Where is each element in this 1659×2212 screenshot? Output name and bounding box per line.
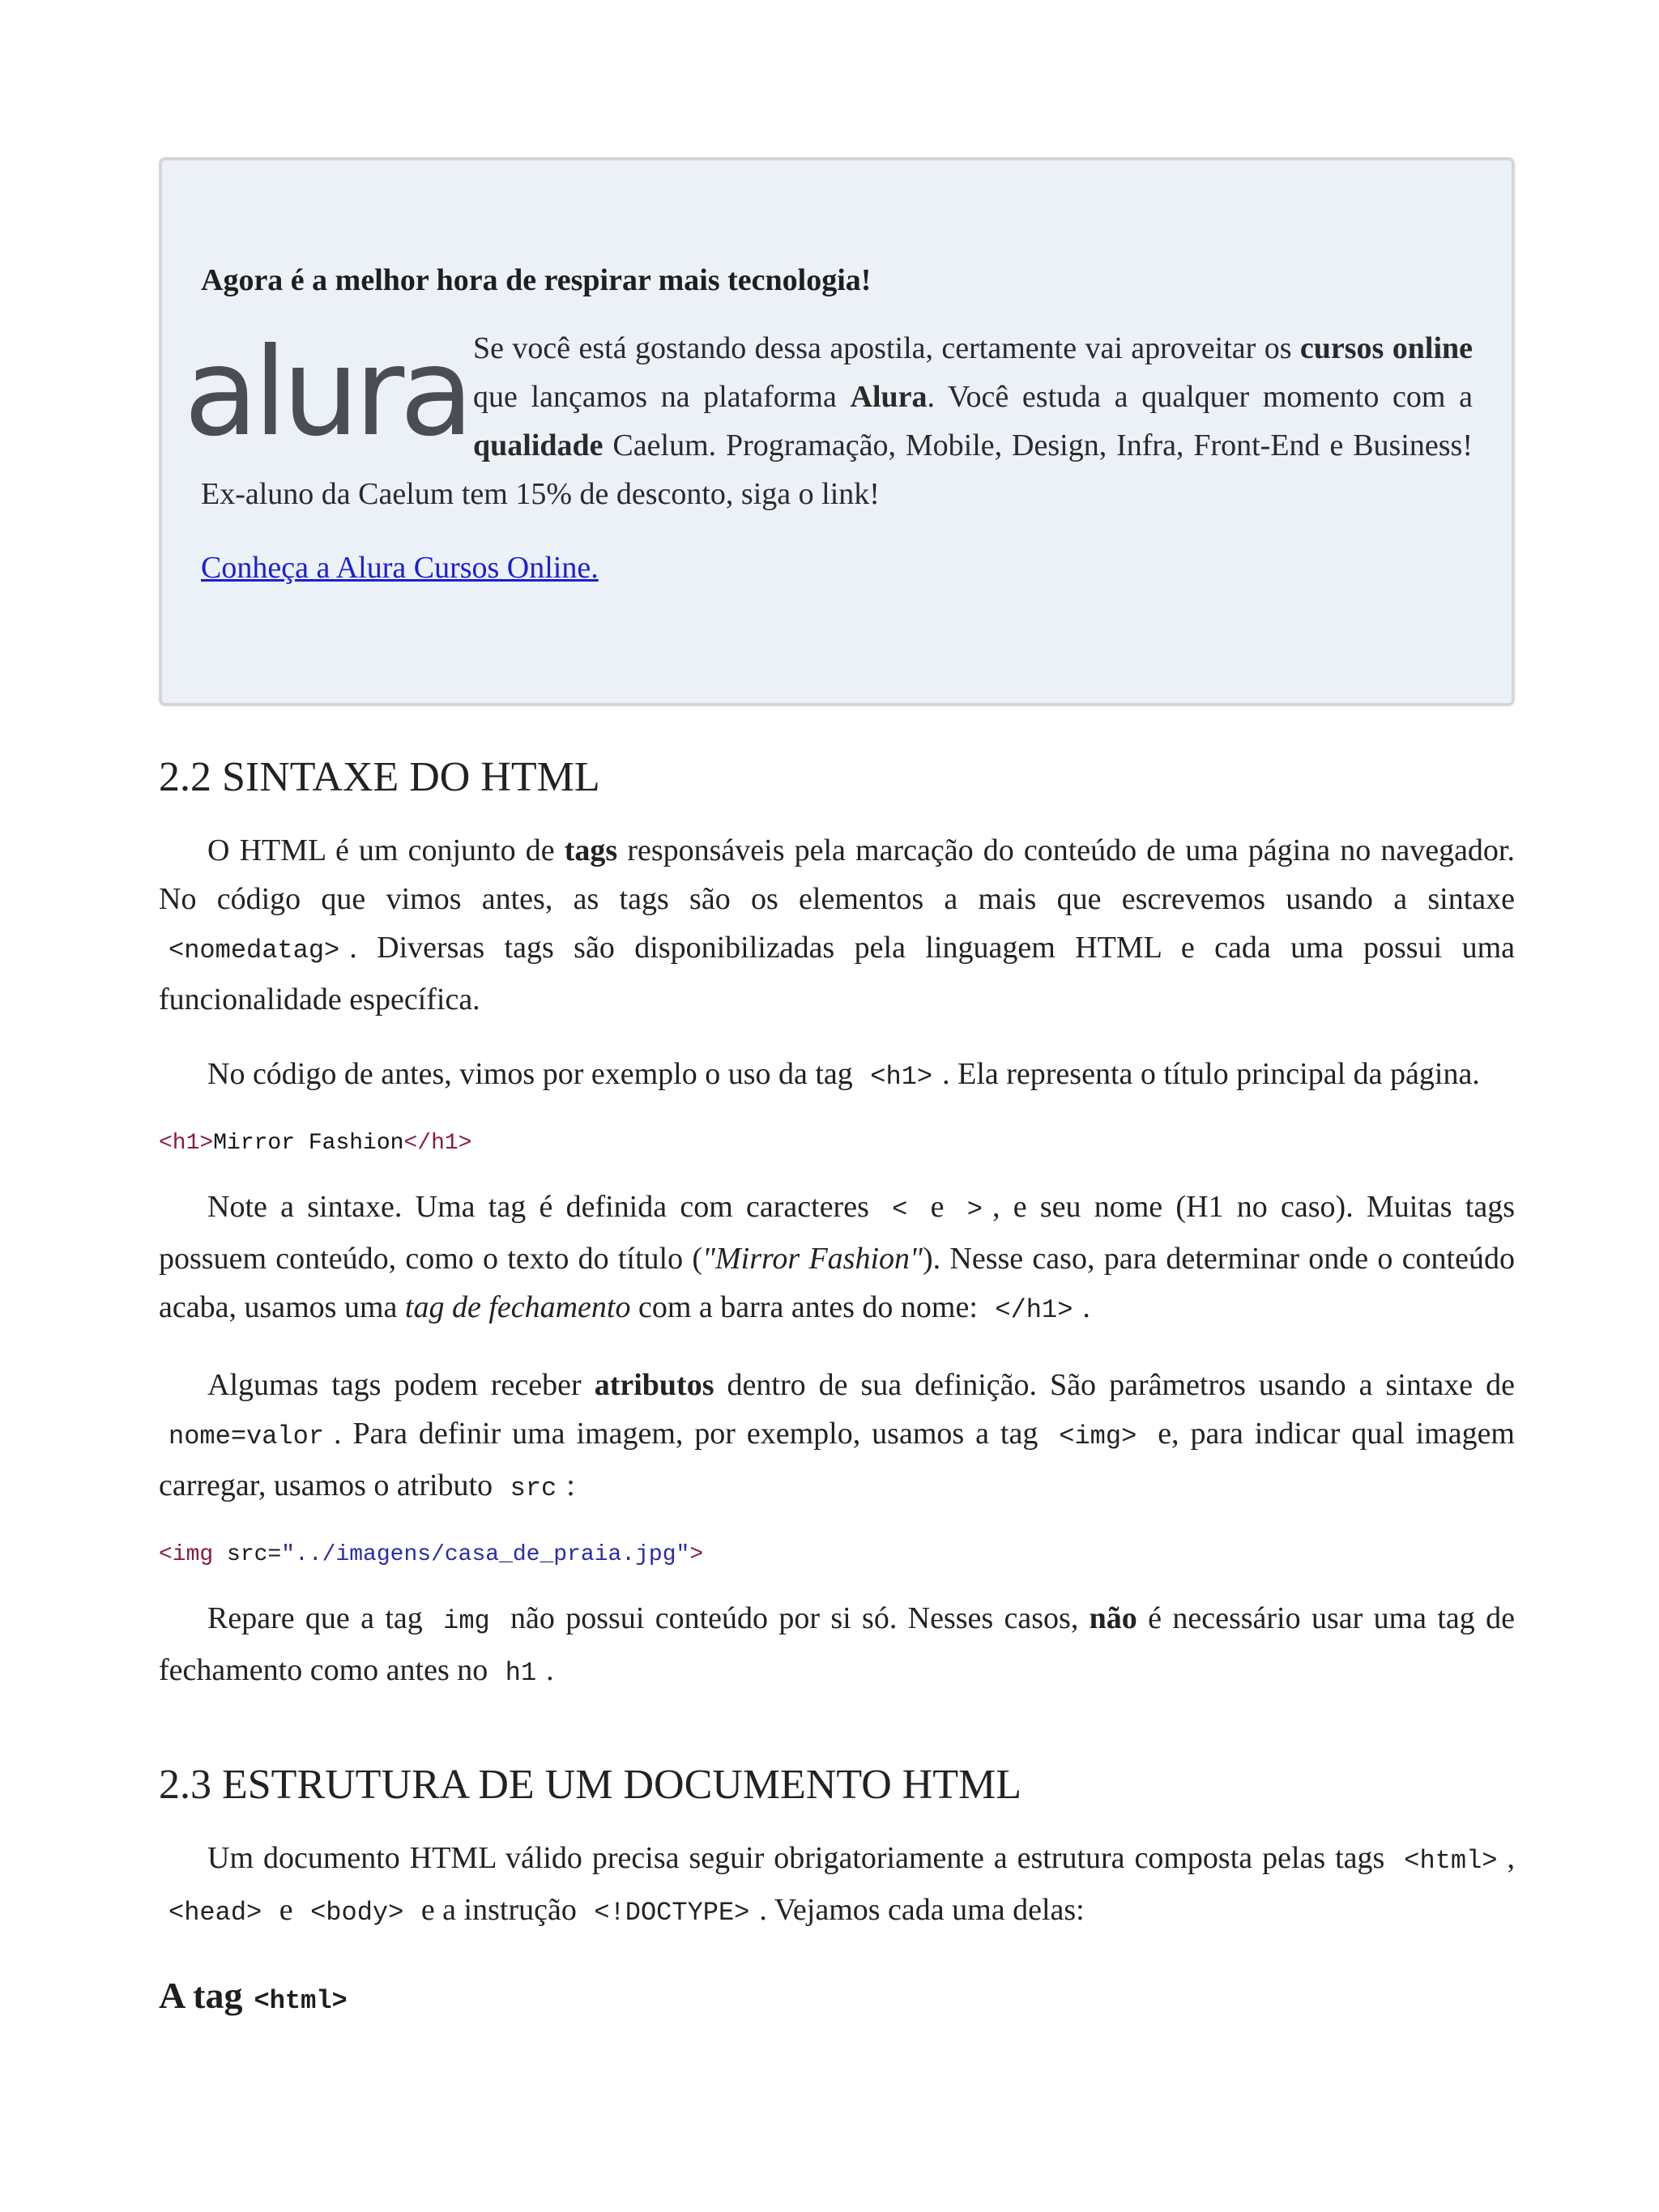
bold-text: tags	[564, 833, 618, 867]
text-run: Repare que a tag	[207, 1601, 434, 1635]
inline-code: src	[510, 1473, 557, 1503]
bold-text: qualidade	[473, 428, 603, 462]
code-token: <h1>	[159, 1131, 214, 1156]
text-run: não possui conteúdo por si só. Nesses casos,	[499, 1601, 1090, 1635]
code-block-h1	[159, 1127, 1515, 1160]
alura-promo-box	[159, 157, 1515, 706]
paragraph-document-structure	[159, 1834, 1515, 1937]
code-token: "../imagens/casa_de_praia.jpg"	[281, 1542, 690, 1567]
bold-text: Alura	[850, 380, 928, 414]
code-token: src=	[213, 1542, 282, 1567]
inline-code: <nomedatag>	[168, 936, 340, 965]
text-run: Caelum. Programação, Mobile, Design, Infra, Front-End e Business! Ex-aluno da Caelum tem 15% de desconto, siga o link!	[201, 428, 1473, 511]
main-content	[159, 753, 1515, 2026]
text-run: que lançamos na plataforma	[473, 380, 851, 414]
subheading-text: A tag	[159, 1975, 243, 2016]
paragraph-img-no-content	[159, 1594, 1515, 1698]
bold-text: não	[1089, 1601, 1137, 1635]
text-run: e	[917, 1190, 957, 1224]
text-run: . Ela representa o título principal da página.	[942, 1057, 1480, 1091]
text-run: . Você estuda a qualquer momento com a	[927, 380, 1473, 414]
text-run: O HTML é um conjunto de	[207, 833, 565, 867]
text-run: e a instrução	[413, 1893, 585, 1927]
text-run: é necessário usar uma tag de fechamento como antes no	[159, 1601, 1515, 1687]
text-run: com a barra antes do nome:	[630, 1290, 986, 1324]
section-heading-estrutura: 2.3 ESTRUTURA DE UM DOCUMENTO HTML	[159, 1762, 1022, 1808]
text-run: e	[271, 1893, 301, 1927]
text-run: .	[1082, 1290, 1090, 1324]
italic-text: "Mirror Fashion"	[702, 1242, 923, 1276]
inline-code: <!DOCTYPE>	[594, 1898, 750, 1928]
paragraph-attributes	[159, 1361, 1515, 1513]
bold-text: atributos	[594, 1368, 714, 1402]
inline-code: h1	[505, 1658, 537, 1688]
inline-code: <head>	[168, 1898, 262, 1928]
code-block-img	[159, 1539, 1515, 1571]
text-run: dentro de sua definição. São parâmetros usando a sintaxe de	[714, 1368, 1515, 1402]
inline-code: <html>	[1404, 1846, 1498, 1876]
italic-text: tag de fechamento	[404, 1290, 631, 1324]
text-run: .	[546, 1653, 554, 1687]
text-run: ). Nesse caso, para determinar onde o conteúdo acaba, usamos uma	[159, 1242, 1515, 1324]
inline-code: <img>	[1059, 1421, 1137, 1451]
text-run: . Diversas tags são disponibilizadas pela linguagem HTML e cada uma possui uma funcionalidade específica.	[159, 931, 1515, 1016]
alura-logo-text: alura	[183, 322, 470, 463]
subheading-code: <html>	[254, 1986, 348, 2016]
paragraph-syntax-note	[159, 1183, 1515, 1335]
inline-code: img	[443, 1606, 490, 1636]
text-run: Note a sintaxe. Uma tag é definida com caracteres	[207, 1190, 883, 1224]
inline-code: <h1>	[870, 1062, 933, 1092]
text-run: ,	[1507, 1841, 1515, 1875]
text-run: . Para definir uma imagem, por exemplo, usamos a tag	[334, 1417, 1050, 1451]
promo-body	[183, 322, 1473, 518]
inline-code: <body>	[310, 1898, 404, 1928]
subheading-html-tag	[159, 1971, 1515, 2026]
paragraph-h1-example	[159, 1050, 1515, 1102]
text-run: Algumas tags podem receber	[207, 1368, 595, 1402]
text-run: , e seu nome (H1 no caso). Muitas tags possuem conteúdo, como o texto do título (	[159, 1190, 1515, 1276]
inline-code: </h1>	[995, 1295, 1073, 1325]
bold-text: cursos online	[1299, 331, 1473, 365]
text-run: responsáveis pela marcação do conteúdo de uma página no navegador. No código que vimos antes, as tags são os elementos a mais que escrevemos usando a sintaxe	[159, 833, 1515, 916]
alura-logo	[183, 322, 470, 467]
code-token: Mirror Fashion	[213, 1131, 404, 1156]
text-run: . Vejamos cada uma delas:	[759, 1893, 1085, 1927]
text-run: Se você está gostando dessa apostila, certamente vai aproveitar os	[473, 331, 1300, 365]
code-token: </h1>	[403, 1131, 472, 1156]
alura-courses-link[interactable]: Conheça a Alura Cursos Online.	[201, 551, 599, 585]
text-run: e, para indicar qual imagem carregar, usamos o atributo	[159, 1417, 1515, 1502]
text-run: No código de antes, vimos por exemplo o uso da tag	[207, 1057, 861, 1091]
text-run: :	[566, 1468, 575, 1502]
section-heading-sintaxe: 2.2 SINTAXE DO HTML	[159, 754, 600, 800]
inline-code: nome=valor	[168, 1421, 325, 1451]
promo-title: Agora é a melhor hora de respirar mais tecnologia!	[201, 263, 872, 297]
code-token: >	[689, 1542, 704, 1567]
code-token: <img	[159, 1542, 214, 1567]
inline-code: >	[966, 1195, 983, 1225]
text-run: Um documento HTML válido precisa seguir obrigatoriamente a estrutura composta pelas tags	[207, 1841, 1395, 1875]
paragraph-tags-intro	[159, 826, 1515, 1024]
inline-code: <	[892, 1195, 908, 1225]
